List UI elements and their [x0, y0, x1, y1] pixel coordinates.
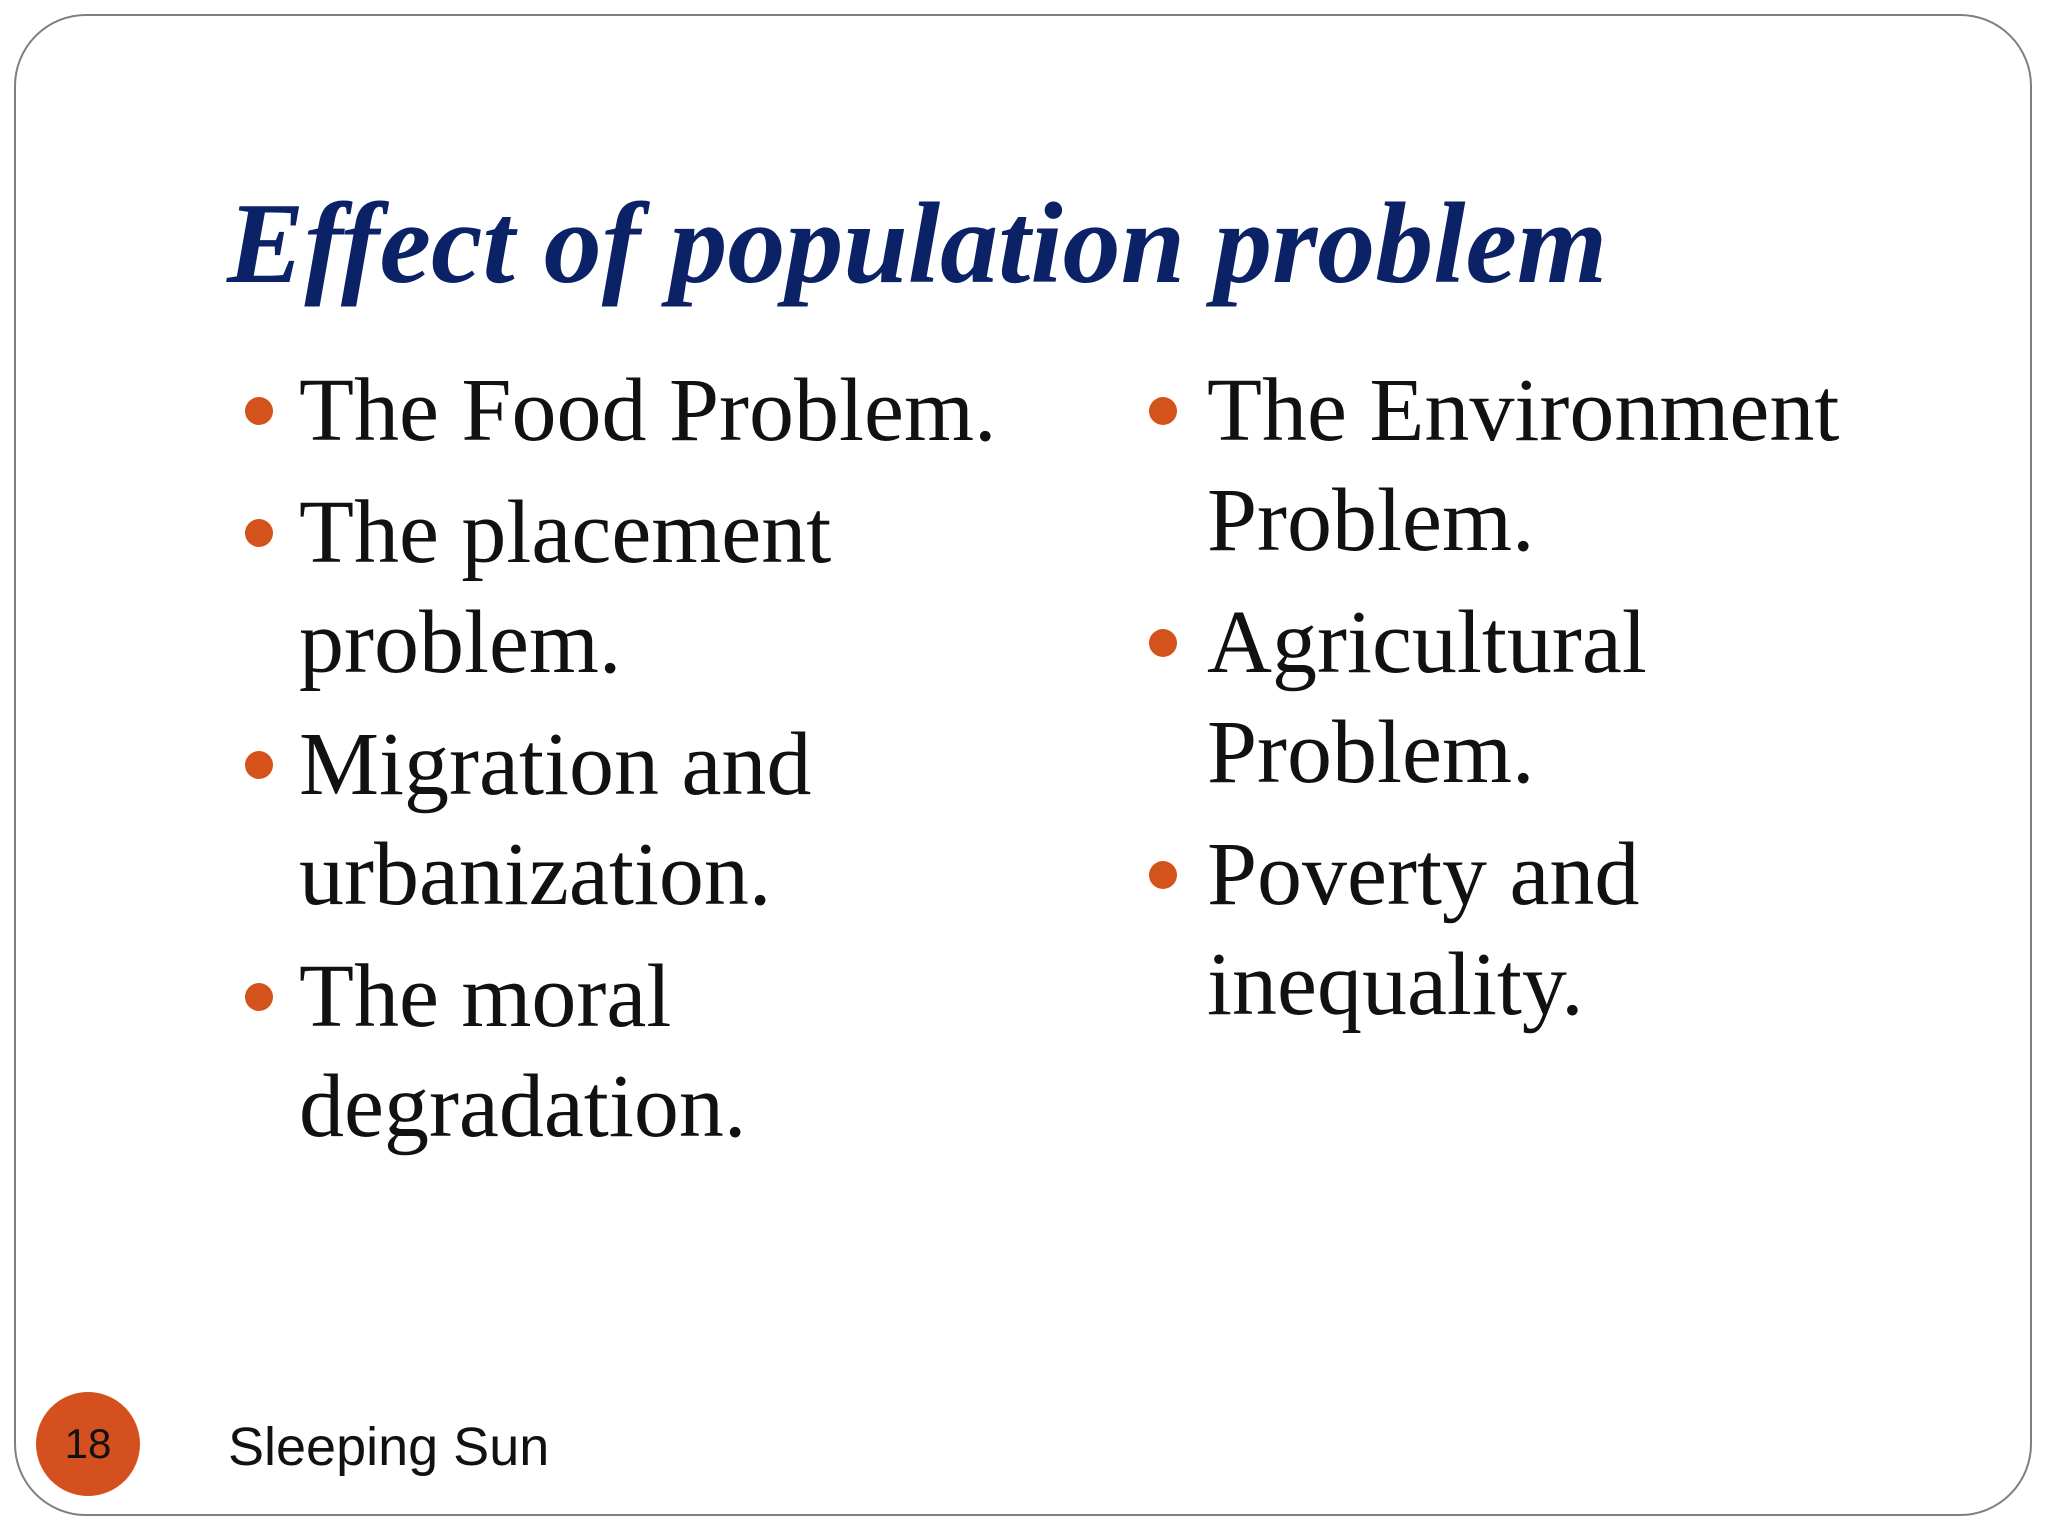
bullet-dot-icon [245, 397, 273, 425]
bullet-dot-icon [245, 751, 273, 779]
slide [14, 14, 2032, 1516]
bullet-dot-icon [1149, 629, 1177, 657]
list-item-text: Agricultural Problem. [1207, 593, 1647, 802]
list-item [1133, 356, 1963, 576]
left-bullet-list [227, 356, 1047, 1174]
list-item [227, 356, 1047, 466]
list-item [1133, 820, 1963, 1040]
page-number: 18 [64, 1420, 112, 1467]
bullet-dot-icon [1149, 397, 1177, 425]
list-item-text: The Environment Problem. [1207, 361, 1840, 570]
list-item-text: Migration and urbanization. [299, 715, 812, 924]
footer-text: Sleeping Sun [228, 1417, 550, 1477]
bullet-dot-icon [245, 519, 273, 547]
list-item-text: The Food Problem. [299, 361, 997, 460]
list-item-text: Poverty and inequality. [1207, 825, 1640, 1034]
list-item [227, 710, 1047, 930]
slide-title: Effect of population problem [227, 180, 1608, 308]
bullet-dot-icon [1149, 861, 1177, 889]
page-number-badge [36, 1392, 140, 1496]
bullet-dot-icon [245, 983, 273, 1011]
list-item [1133, 588, 1963, 808]
list-item [227, 942, 1047, 1162]
list-item-text: The moral degradation. [299, 947, 747, 1156]
list-item [227, 478, 1047, 698]
list-item-text: The placement problem. [299, 483, 832, 692]
right-bullet-list [1133, 356, 1963, 1052]
